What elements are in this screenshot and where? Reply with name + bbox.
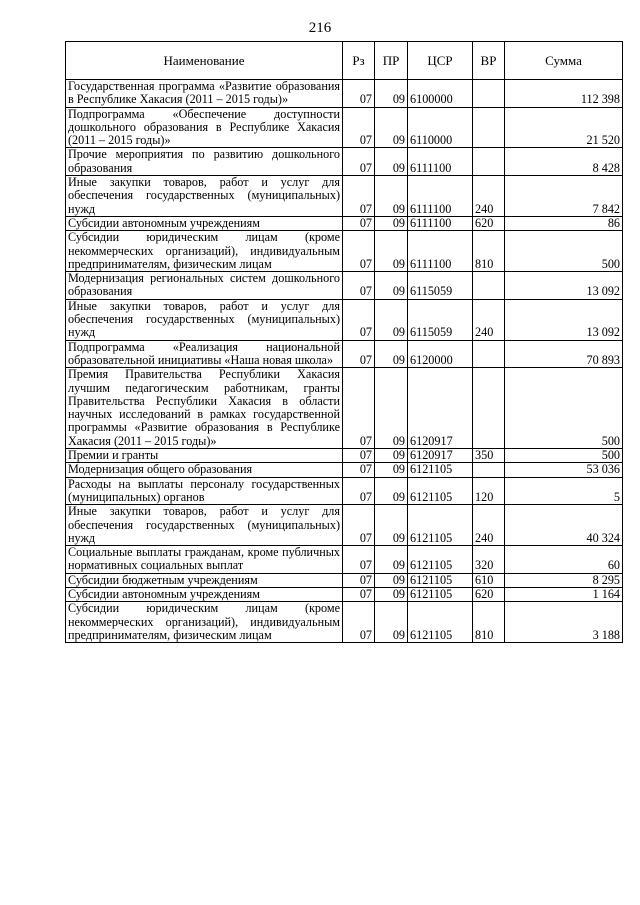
row-csr: 6121105	[408, 463, 473, 477]
row-sum: 70 893	[505, 340, 623, 368]
row-vr: 240	[473, 176, 505, 217]
row-sum: 8 295	[505, 573, 623, 587]
header-sum: Сумма	[505, 42, 623, 80]
row-vr: 320	[473, 546, 505, 574]
row-name: Субсидии автономным учреждениям	[66, 587, 343, 601]
row-name: Премии и гранты	[66, 449, 343, 463]
row-csr: 6111100	[408, 216, 473, 230]
row-sum: 86	[505, 216, 623, 230]
row-csr: 6100000	[408, 80, 473, 108]
row-rz: 07	[343, 546, 375, 574]
row-sum: 7 842	[505, 176, 623, 217]
table-row	[66, 231, 623, 272]
table-row	[66, 505, 623, 546]
row-sum: 112 398	[505, 80, 623, 108]
row-vr	[473, 107, 505, 148]
row-rz: 07	[343, 231, 375, 272]
row-sum: 53 036	[505, 463, 623, 477]
row-pr: 09	[375, 176, 408, 217]
row-csr: 6120000	[408, 340, 473, 368]
table-row	[66, 340, 623, 368]
row-rz: 07	[343, 299, 375, 340]
row-rz: 07	[343, 449, 375, 463]
row-vr	[473, 368, 505, 449]
row-vr: 810	[473, 602, 505, 643]
row-csr: 6121105	[408, 587, 473, 601]
row-pr: 09	[375, 587, 408, 601]
row-csr: 6121105	[408, 505, 473, 546]
row-pr: 09	[375, 107, 408, 148]
table-row	[66, 107, 623, 148]
row-csr: 6121105	[408, 546, 473, 574]
row-sum: 500	[505, 368, 623, 449]
table-header-row	[66, 42, 623, 80]
table-row	[66, 299, 623, 340]
row-pr: 09	[375, 231, 408, 272]
row-name: Модернизация региональных систем дошкольного образования	[66, 272, 343, 300]
row-pr: 09	[375, 80, 408, 108]
row-sum: 60	[505, 546, 623, 574]
table-row	[66, 176, 623, 217]
row-sum: 5	[505, 477, 623, 505]
row-sum: 13 092	[505, 299, 623, 340]
header-rz: Рз	[343, 42, 375, 80]
row-csr: 6120917	[408, 449, 473, 463]
row-pr: 09	[375, 546, 408, 574]
row-rz: 07	[343, 463, 375, 477]
row-csr: 6120917	[408, 368, 473, 449]
row-name: Субсидии автономным учреждениям	[66, 216, 343, 230]
row-name: Расходы на выплаты персоналу государственных (муниципальных) органов	[66, 477, 343, 505]
row-pr: 09	[375, 148, 408, 176]
table-row	[66, 602, 623, 643]
row-name: Иные закупки товаров, работ и услуг для обеспечения государственных (муниципальных) нужд	[66, 505, 343, 546]
row-sum: 1 164	[505, 587, 623, 601]
row-name: Подпрограмма «Реализация национальной образовательной инициативы «Наша новая школа»	[66, 340, 343, 368]
row-pr: 09	[375, 463, 408, 477]
row-vr: 810	[473, 231, 505, 272]
row-vr	[473, 463, 505, 477]
row-csr: 6111100	[408, 148, 473, 176]
row-rz: 07	[343, 477, 375, 505]
row-pr: 09	[375, 505, 408, 546]
header-vr: ВР	[473, 42, 505, 80]
header-name: Наименование	[66, 42, 343, 80]
row-sum: 40 324	[505, 505, 623, 546]
row-rz: 07	[343, 107, 375, 148]
row-name: Модернизация общего образования	[66, 463, 343, 477]
table-row	[66, 463, 623, 477]
row-sum: 21 520	[505, 107, 623, 148]
row-name: Иные закупки товаров, работ и услуг для обеспечения государственных (муниципальных) нужд	[66, 176, 343, 217]
row-vr: 120	[473, 477, 505, 505]
row-rz: 07	[343, 573, 375, 587]
row-pr: 09	[375, 368, 408, 449]
table-row	[66, 368, 623, 449]
row-vr	[473, 340, 505, 368]
row-csr: 6115059	[408, 272, 473, 300]
row-pr: 09	[375, 449, 408, 463]
page-number: 216	[308, 20, 332, 36]
row-name: Социальные выплаты гражданам, кроме публичных нормативных социальных выплат	[66, 546, 343, 574]
row-vr: 610	[473, 573, 505, 587]
table-row	[66, 272, 623, 300]
table-row	[66, 587, 623, 601]
row-sum: 13 092	[505, 272, 623, 300]
row-sum: 3 188	[505, 602, 623, 643]
row-vr: 620	[473, 587, 505, 601]
table-row	[66, 80, 623, 108]
row-pr: 09	[375, 272, 408, 300]
row-pr: 09	[375, 602, 408, 643]
table-row	[66, 148, 623, 176]
row-csr: 6111100	[408, 231, 473, 272]
row-name: Прочие мероприятия по развитию дошкольного образования	[66, 148, 343, 176]
row-vr: 620	[473, 216, 505, 230]
row-sum: 500	[505, 231, 623, 272]
row-name: Подпрограмма «Обеспечение доступности дошкольного образования в Республике Хакасия (2011 – 2015 годы)»	[66, 107, 343, 148]
row-rz: 07	[343, 272, 375, 300]
row-csr: 6121105	[408, 602, 473, 643]
row-csr: 6115059	[408, 299, 473, 340]
row-rz: 07	[343, 176, 375, 217]
row-vr	[473, 80, 505, 108]
row-rz: 07	[343, 340, 375, 368]
table-row	[66, 477, 623, 505]
row-name: Субсидии юридическим лицам (кроме некоммерческих организаций), индивидуальным предпринимателям, физическим лицам	[66, 602, 343, 643]
row-pr: 09	[375, 573, 408, 587]
row-pr: 09	[375, 299, 408, 340]
row-rz: 07	[343, 587, 375, 601]
table-row	[66, 216, 623, 230]
row-vr: 240	[473, 299, 505, 340]
row-csr: 6110000	[408, 107, 473, 148]
row-pr: 09	[375, 477, 408, 505]
row-rz: 07	[343, 148, 375, 176]
row-csr: 6121105	[408, 477, 473, 505]
row-rz: 07	[343, 602, 375, 643]
row-csr: 6121105	[408, 573, 473, 587]
row-pr: 09	[375, 216, 408, 230]
row-pr: 09	[375, 340, 408, 368]
row-csr: 6111100	[408, 176, 473, 217]
row-name: Субсидии бюджетным учреждениям	[66, 573, 343, 587]
row-rz: 07	[343, 80, 375, 108]
row-name: Субсидии юридическим лицам (кроме некоммерческих организаций), индивидуальным предпринимателям, физическим лицам	[66, 231, 343, 272]
row-sum: 8 428	[505, 148, 623, 176]
row-rz: 07	[343, 216, 375, 230]
budget-table	[65, 41, 623, 643]
row-name: Иные закупки товаров, работ и услуг для обеспечения государственных (муниципальных) нужд	[66, 299, 343, 340]
row-vr: 350	[473, 449, 505, 463]
row-name: Государственная программа «Развитие образования в Республике Хакасия (2011 – 2015 годы)»	[66, 80, 343, 108]
row-vr	[473, 272, 505, 300]
row-rz: 07	[343, 505, 375, 546]
row-name: Премия Правительства Республики Хакасия лучшим педагогическим работникам, гранты Правительства Республики Хакасия в области научных исследований в рамках государственной программы «Развитие образования в Республике Хакасия (2011 – 2015 годы)»	[66, 368, 343, 449]
table-row	[66, 546, 623, 574]
header-pr: ПР	[375, 42, 408, 80]
row-vr: 240	[473, 505, 505, 546]
row-rz: 07	[343, 368, 375, 449]
header-csr: ЦСР	[408, 42, 473, 80]
row-vr	[473, 148, 505, 176]
table-row	[66, 449, 623, 463]
row-sum: 500	[505, 449, 623, 463]
table-row	[66, 573, 623, 587]
